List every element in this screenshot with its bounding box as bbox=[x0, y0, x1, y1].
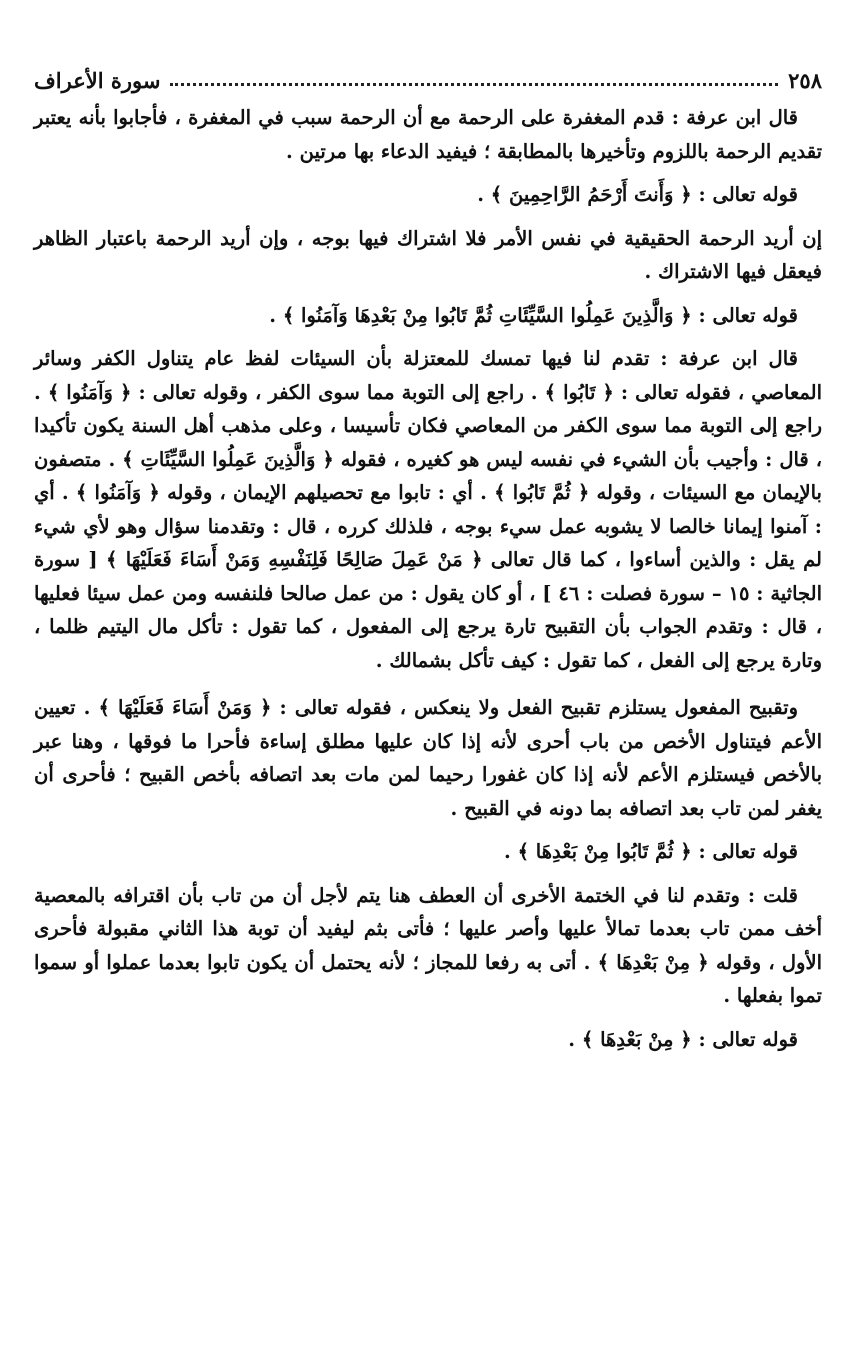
page-number: ٢٥٨ bbox=[788, 67, 822, 93]
verse-heading-arham-rahimin: قوله تعالى : ﴿ وَأَنتَ أَرْحَمُ الرَّاحِمِينَ ﴾ . bbox=[477, 183, 798, 206]
paragraph-rahma-ishtirak: إن أريد الرحمة الحقيقية في نفس الأمر فلا اشتراك فيها بوجه ، وإن أريد الرحمة باعتبار الظاهر فيعقل فيها الاشتراك . bbox=[34, 226, 822, 283]
paragraph-taqbih-mafool: وتقبيح المفعول يستلزم تقبيح الفعل ولا ينعكس ، فقوله تعالى : ﴿ وَمَنْ أَسَاءَ فَعَلَيْهَا ﴾ . تعيين الأعم فيتناول الأخص من باب أحرى لأنه إذا كان عليها مطلق إساءة فأحرا ما فوقها ، وهنا عبر بالأخص فيستلزم الأعم لأنه إذا كان غفورا رحيما لمن مات بعد اتصافه بأخص القبيح ؛ فأحرى أن يغفر لمن تاب بعد اتصافه بما دونه في القبيح . bbox=[34, 696, 822, 820]
paragraph-mutazila-discussion: قال ابن عرفة : تقدم لنا فيها تمسك للمعتزلة بأن السيئات لفظ عام يتناول الكفر وسائر المعاصي ، فقوله تعالى : ﴿ تَابُوا ﴾ . راجع إلى التوبة مما سوى الكفر ، وقوله تعالى : ﴿ وَآمَنُوا ﴾ . راجع إلى التوبة مما سوى الكفر من المعاصي فكان تأسيسا ، وعلى مذهب أهل السنة يكون تأكيدا ، قال : وأجيب بأن الشيء في نفسه ليس هو كغيره ، فقوله ﴿ وَالَّذِينَ عَمِلُوا السَّيِّئَاتِ ﴾ . متصفون بالإيمان مع السيئات ، وقوله ﴿ ثُمَّ تَابُوا ﴾ . أي : تابوا مع تحصيلهم الإيمان ، وقوله ﴿ وَآمَنُوا ﴾ . أي : آمنوا إيمانا خالصا لا يشوبه عمل سيء بوجه ، فلذلك كرره ، قال : وتقدمنا سؤال وهو لأي شيء لم يقل : والذين أساءوا ، كما قال تعالى ﴿ مَنْ عَمِلَ صَالِحًا فَلِنَفْسِهِ وَمَنْ أَسَاءَ فَعَلَيْهَا ﴾ [ سورة الجاثية : ١٥ – سورة فصلت : ٤٦ ] ، أو كان يقول : من عمل صالحا فلنفسه ومن عمل سيئا فعليها ، قال : وتقدم الجواب بأن التقبيح تارة يرجع إلى المفعول ، كما تقول : تأكل مال اليتيم ظلما ، وتارة يرجع إلى الفعل ، كما تقول : كيف تأكل بشمالك . bbox=[34, 347, 822, 672]
paragraph-qultu-khatma: قلت : وتقدم لنا في الختمة الأخرى أن العطف هنا يتم لأجل أن من تاب بأن اقترافه بالمعصية أخف ممن تاب بعدما تمالأ عليها وأصر عليها ؛ فأتى بثم ليفيد أن توبة هذا الثاني مقبولة فأحرى الأول ، وقوله ﴿ مِنْ بَعْدِهَا ﴾ . أتى به رفعا للمجاز ؛ لأنه يحتمل أن يكون تابوا بعدما عملوا أو سموا تموا بفعلها . bbox=[34, 883, 822, 1007]
verse-heading-thumma-tabu: قوله تعالى : ﴿ ثُمَّ تَابُوا مِنْ بَعْدِهَا ﴾ . bbox=[504, 840, 798, 863]
header-dotted-leader bbox=[170, 83, 778, 86]
verse-heading-min-badiha: قوله تعالى : ﴿ مِنْ بَعْدِهَا ﴾ . bbox=[568, 1027, 798, 1051]
surah-title: سورة الأعراف bbox=[34, 67, 161, 93]
running-header bbox=[34, 60, 822, 101]
book-page bbox=[34, 60, 822, 1056]
verse-heading-amilu-sayyiat: قوله تعالى : ﴿ وَالَّذِينَ عَمِلُوا السَّيِّئَاتِ ثُمَّ تَابُوا مِنْ بَعْدِهَا وَآمَنُوا ﴾ . bbox=[269, 303, 798, 327]
paragraph-ibn-arafa-maghfira: قال ابن عرفة : قدم المغفرة على الرحمة مع أن الرحمة سبب في المغفرة ، فأجابوا بأنه يعتبر تقديم الرحمة باللزوم وتأخيرها بالمطابقة ؛ فيفيد الدعاء بها مرتين . bbox=[34, 106, 822, 163]
